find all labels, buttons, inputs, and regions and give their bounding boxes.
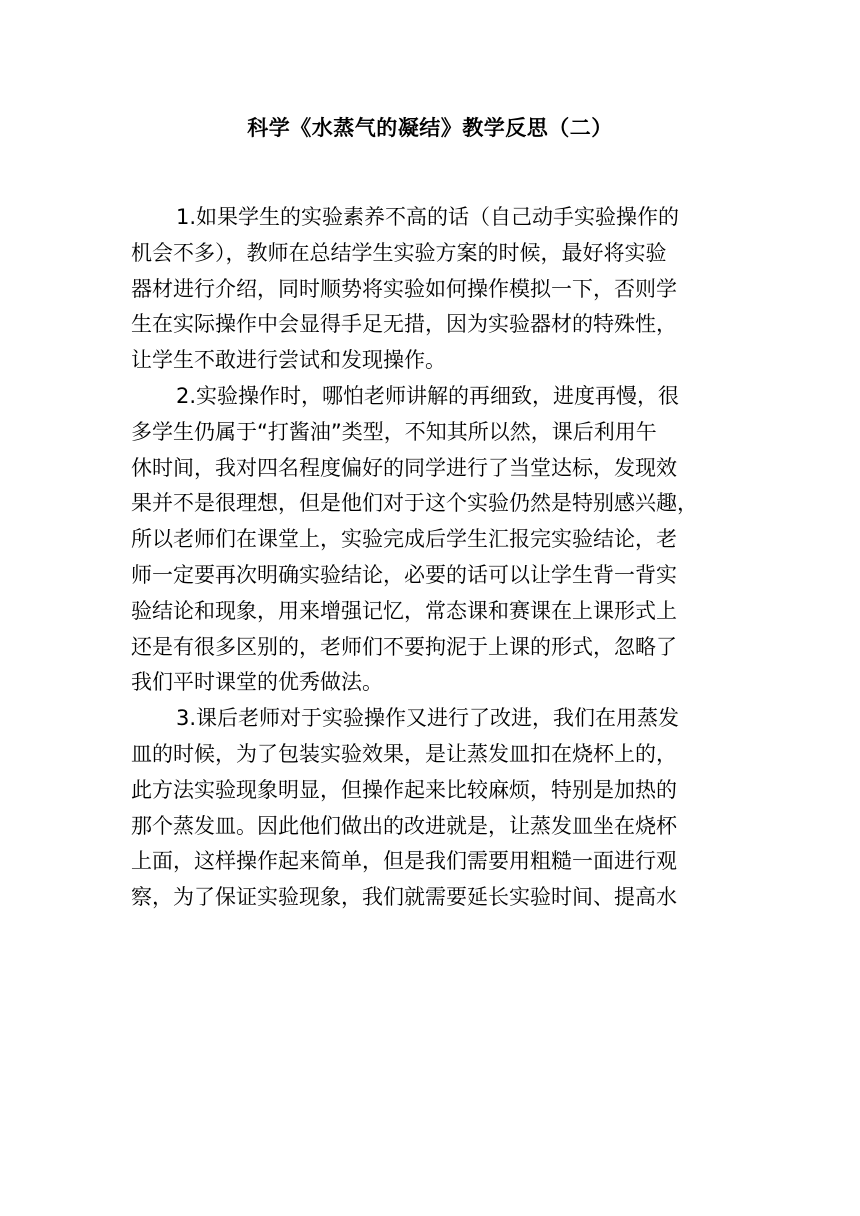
paragraph-line: 多学生仍属于“打酱油”类型，不知其所以然，课后利用午: [131, 419, 657, 444]
paragraph-line: 皿的时候，为了包装实验效果，是让蒸发皿扣在烧杯上的，: [131, 741, 677, 766]
paragraph-line: 让学生不敢进行尝试和发现操作。: [131, 348, 446, 373]
paragraph-line: 验结论和现象，用来增强记忆，常态课和赛课在上课形式上: [131, 598, 677, 623]
paragraph-line: 生在实际操作中会显得手足无措，因为实验器材的特殊性，: [131, 312, 677, 337]
document-title: 科学《水蒸气的凝结》教学反思（二）: [247, 116, 613, 140]
paragraph-line: 果并不是很理想，但是他们对于这个实验仍然是特别感兴趣，: [131, 491, 698, 516]
paragraph-line: 师一定要再次明确实验结论，必要的话可以让学生背一背实: [131, 562, 677, 587]
paragraph-line: 1.如果学生的实验素养不高的话（自己动手实验操作的: [176, 205, 680, 229]
paragraph-line: 我们平时课堂的优秀做法。: [131, 670, 383, 695]
paragraph-line: 还是有很多区别的，老师们不要拘泥于上课的形式，忽略了: [131, 634, 677, 659]
paragraph-2: [131, 379, 741, 701]
paragraph-line: 此方法实验现象明显，但操作起来比较麻烦，特别是加热的: [131, 777, 677, 802]
paragraph-line: 休时间，我对四名程度偏好的同学进行了当堂达标，发现效: [131, 455, 677, 480]
paragraph-line: 2.实验操作时，哪怕老师讲解的再细致，进度再慢，很: [176, 383, 680, 408]
paragraph-line: 机会不多），教师在总结学生实验方案的时候，最好将实验: [131, 240, 667, 265]
paragraph-line: 3.课后老师对于实验操作又进行了改进，我们在用蒸发: [176, 706, 680, 731]
paragraph-3: [131, 701, 741, 916]
paragraph-line: 器材进行介绍，同时顺势将实验如何操作模拟一下，否则学: [131, 276, 677, 301]
document-body: [131, 200, 741, 916]
paragraph-line: 上面，这样操作起来简单，但是我们需要用粗糙一面进行观: [131, 849, 677, 874]
paragraph-line: 所以老师们在课堂上，实验完成后学生汇报完实验结论，老: [131, 527, 677, 552]
paragraph-line: 那个蒸发皿。因此他们做出的改进就是，让蒸发皿坐在烧杯: [131, 813, 677, 838]
paragraph-line: 察，为了保证实验现象，我们就需要延长实验时间、提高水: [131, 885, 677, 910]
paragraph-1: [131, 200, 741, 379]
